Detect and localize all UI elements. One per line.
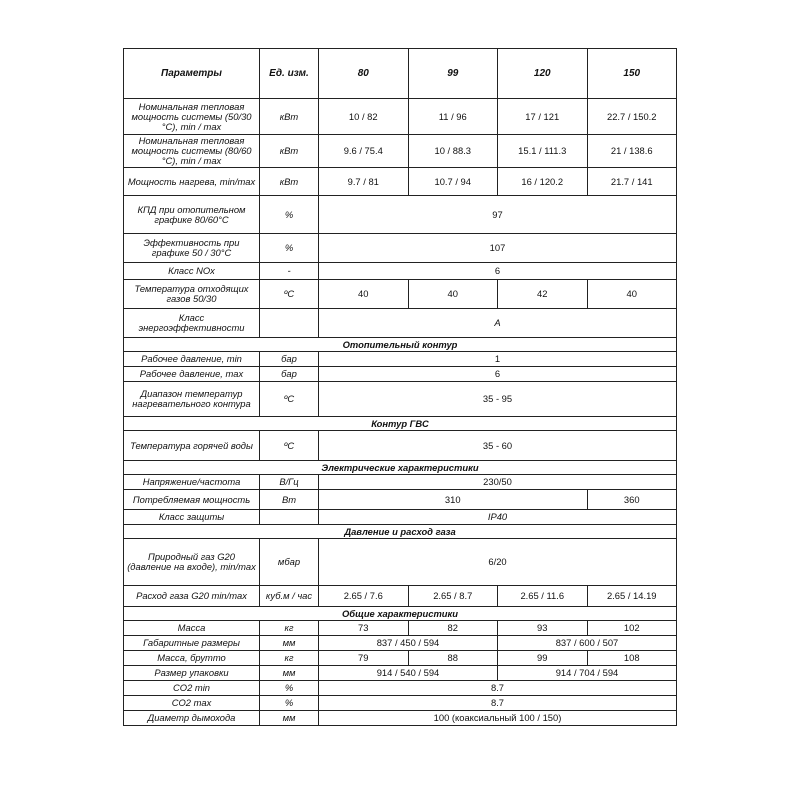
cell-value: 42: [498, 280, 588, 309]
header-parameters: Параметры: [124, 49, 260, 99]
cell-value: 40: [587, 280, 677, 309]
row-label: Расход газа G20 min/max: [124, 586, 260, 607]
table-header-row: [124, 49, 677, 99]
cell-value: 102: [587, 621, 677, 636]
row-unit: %: [260, 696, 319, 711]
table-row: [124, 651, 677, 666]
table-row: [124, 475, 677, 490]
table-row: [124, 586, 677, 607]
row-unit: мм: [260, 666, 319, 681]
section-heading-gas: Давление и расход газа: [124, 525, 677, 539]
table-row: [124, 636, 677, 651]
section-heading-dhw: Контур ГВС: [124, 417, 677, 431]
table-row: [124, 382, 677, 417]
cell-value: 107: [319, 234, 677, 263]
section-row: [124, 461, 677, 475]
table-row: [124, 711, 677, 726]
cell-value: 99: [498, 651, 588, 666]
section-heading-electric: Электрические характеристики: [124, 461, 677, 475]
row-label: Класс NOx: [124, 263, 260, 280]
table-row: [124, 621, 677, 636]
table-row: [124, 135, 677, 168]
cell-value: 837 / 600 / 507: [498, 636, 677, 651]
row-unit: кВт: [260, 168, 319, 196]
cell-value: 9.6 / 75.4: [319, 135, 409, 168]
table-row: [124, 666, 677, 681]
cell-value: 2.65 / 14.19: [587, 586, 677, 607]
row-label: Напряжение/частота: [124, 475, 260, 490]
row-label: Класс защиты: [124, 510, 260, 525]
cell-value: 837 / 450 / 594: [319, 636, 498, 651]
section-row: [124, 417, 677, 431]
table-row: [124, 539, 677, 586]
cell-value: 16 / 120.2: [498, 168, 588, 196]
cell-value: 97: [319, 196, 677, 234]
cell-value: 11 / 96: [408, 99, 498, 135]
cell-value: 2.65 / 7.6: [319, 586, 409, 607]
specifications-table: [123, 48, 677, 726]
header-model-150: 150: [587, 49, 677, 99]
cell-value: 40: [408, 280, 498, 309]
row-unit: [260, 510, 319, 525]
row-label: Номинальная тепловая мощность системы (80/60 °C), min / max: [124, 135, 260, 168]
cell-value: 17 / 121: [498, 99, 588, 135]
table-row: [124, 280, 677, 309]
row-unit: В/Гц: [260, 475, 319, 490]
cell-value: 79: [319, 651, 409, 666]
row-unit: -: [260, 263, 319, 280]
row-unit: %: [260, 234, 319, 263]
cell-value: 914 / 704 / 594: [498, 666, 677, 681]
row-unit: Вт: [260, 490, 319, 510]
section-heading-general: Общие характеристики: [124, 607, 677, 621]
row-label: Габаритные размеры: [124, 636, 260, 651]
table-row: [124, 352, 677, 367]
row-label: CO2 max: [124, 696, 260, 711]
row-unit: кг: [260, 621, 319, 636]
cell-value: IP40: [319, 510, 677, 525]
row-unit: %: [260, 196, 319, 234]
cell-value: 6: [319, 263, 677, 280]
row-unit: кВт: [260, 99, 319, 135]
cell-value: 35 - 95: [319, 382, 677, 417]
cell-value: 10 / 82: [319, 99, 409, 135]
cell-value: 360: [587, 490, 677, 510]
cell-value: 6: [319, 367, 677, 382]
table-row: [124, 490, 677, 510]
row-unit: ºС: [260, 280, 319, 309]
section-row: [124, 607, 677, 621]
row-label: Диапазон температур нагревательного контура: [124, 382, 260, 417]
row-label: Природный газ G20 (давление на входе), min/max: [124, 539, 260, 586]
cell-value: 230/50: [319, 475, 677, 490]
row-label: Масса, брутто: [124, 651, 260, 666]
cell-value: 10 / 88.3: [408, 135, 498, 168]
section-row: [124, 525, 677, 539]
table-row: [124, 263, 677, 280]
row-label: Рабочее давление, min: [124, 352, 260, 367]
row-label: Рабочее давление, max: [124, 367, 260, 382]
table-row: [124, 367, 677, 382]
cell-value: 73: [319, 621, 409, 636]
cell-value: 9.7 / 81: [319, 168, 409, 196]
row-unit: [260, 309, 319, 338]
row-unit: мм: [260, 636, 319, 651]
table-row: [124, 99, 677, 135]
header-model-99: 99: [408, 49, 498, 99]
row-unit: кг: [260, 651, 319, 666]
cell-value: 22.7 / 150.2: [587, 99, 677, 135]
table-row: [124, 431, 677, 461]
table-row: [124, 681, 677, 696]
row-label: Размер упаковки: [124, 666, 260, 681]
cell-value: A: [319, 309, 677, 338]
section-heading-heating: Отопительный контур: [124, 338, 677, 352]
table-row: [124, 234, 677, 263]
header-unit: Ед. изм.: [260, 49, 319, 99]
table-row: [124, 196, 677, 234]
row-label: КПД при отопительном графике 80/60°C: [124, 196, 260, 234]
row-label: Эффективность при графике 50 / 30°C: [124, 234, 260, 263]
row-unit: ºС: [260, 431, 319, 461]
cell-value: 82: [408, 621, 498, 636]
cell-value: 35 - 60: [319, 431, 677, 461]
row-unit: %: [260, 681, 319, 696]
section-row: [124, 338, 677, 352]
cell-value: 8.7: [319, 696, 677, 711]
row-label: Диаметр дымохода: [124, 711, 260, 726]
row-unit: бар: [260, 352, 319, 367]
table-row: [124, 309, 677, 338]
row-unit: кВт: [260, 135, 319, 168]
cell-value: 310: [319, 490, 588, 510]
row-label: Класс энергоэффективности: [124, 309, 260, 338]
cell-value: 2.65 / 11.6: [498, 586, 588, 607]
row-unit: куб.м / час: [260, 586, 319, 607]
cell-value: 108: [587, 651, 677, 666]
row-unit: мм: [260, 711, 319, 726]
cell-value: 21.7 / 141: [587, 168, 677, 196]
header-model-120: 120: [498, 49, 588, 99]
cell-value: 40: [319, 280, 409, 309]
cell-value: 2.65 / 8.7: [408, 586, 498, 607]
cell-value: 88: [408, 651, 498, 666]
row-label: Потребляемая мощность: [124, 490, 260, 510]
row-label: Температура отходящих газов 50/30: [124, 280, 260, 309]
row-label: Температура горячей воды: [124, 431, 260, 461]
cell-value: 93: [498, 621, 588, 636]
row-unit: мбар: [260, 539, 319, 586]
header-model-80: 80: [319, 49, 409, 99]
cell-value: 15.1 / 111.3: [498, 135, 588, 168]
row-label: Мощность нагрева, min/max: [124, 168, 260, 196]
table-row: [124, 510, 677, 525]
row-unit: бар: [260, 367, 319, 382]
row-label: CO2 min: [124, 681, 260, 696]
table-row: [124, 696, 677, 711]
table-row: [124, 168, 677, 196]
row-label: Номинальная тепловая мощность системы (50/30 °C), min / max: [124, 99, 260, 135]
cell-value: 21 / 138.6: [587, 135, 677, 168]
cell-value: 8.7: [319, 681, 677, 696]
row-unit: ºС: [260, 382, 319, 417]
cell-value: 914 / 540 / 594: [319, 666, 498, 681]
cell-value: 1: [319, 352, 677, 367]
cell-value: 100 (коаксиальный 100 / 150): [319, 711, 677, 726]
cell-value: 10.7 / 94: [408, 168, 498, 196]
cell-value: 6/20: [319, 539, 677, 586]
row-label: Масса: [124, 621, 260, 636]
